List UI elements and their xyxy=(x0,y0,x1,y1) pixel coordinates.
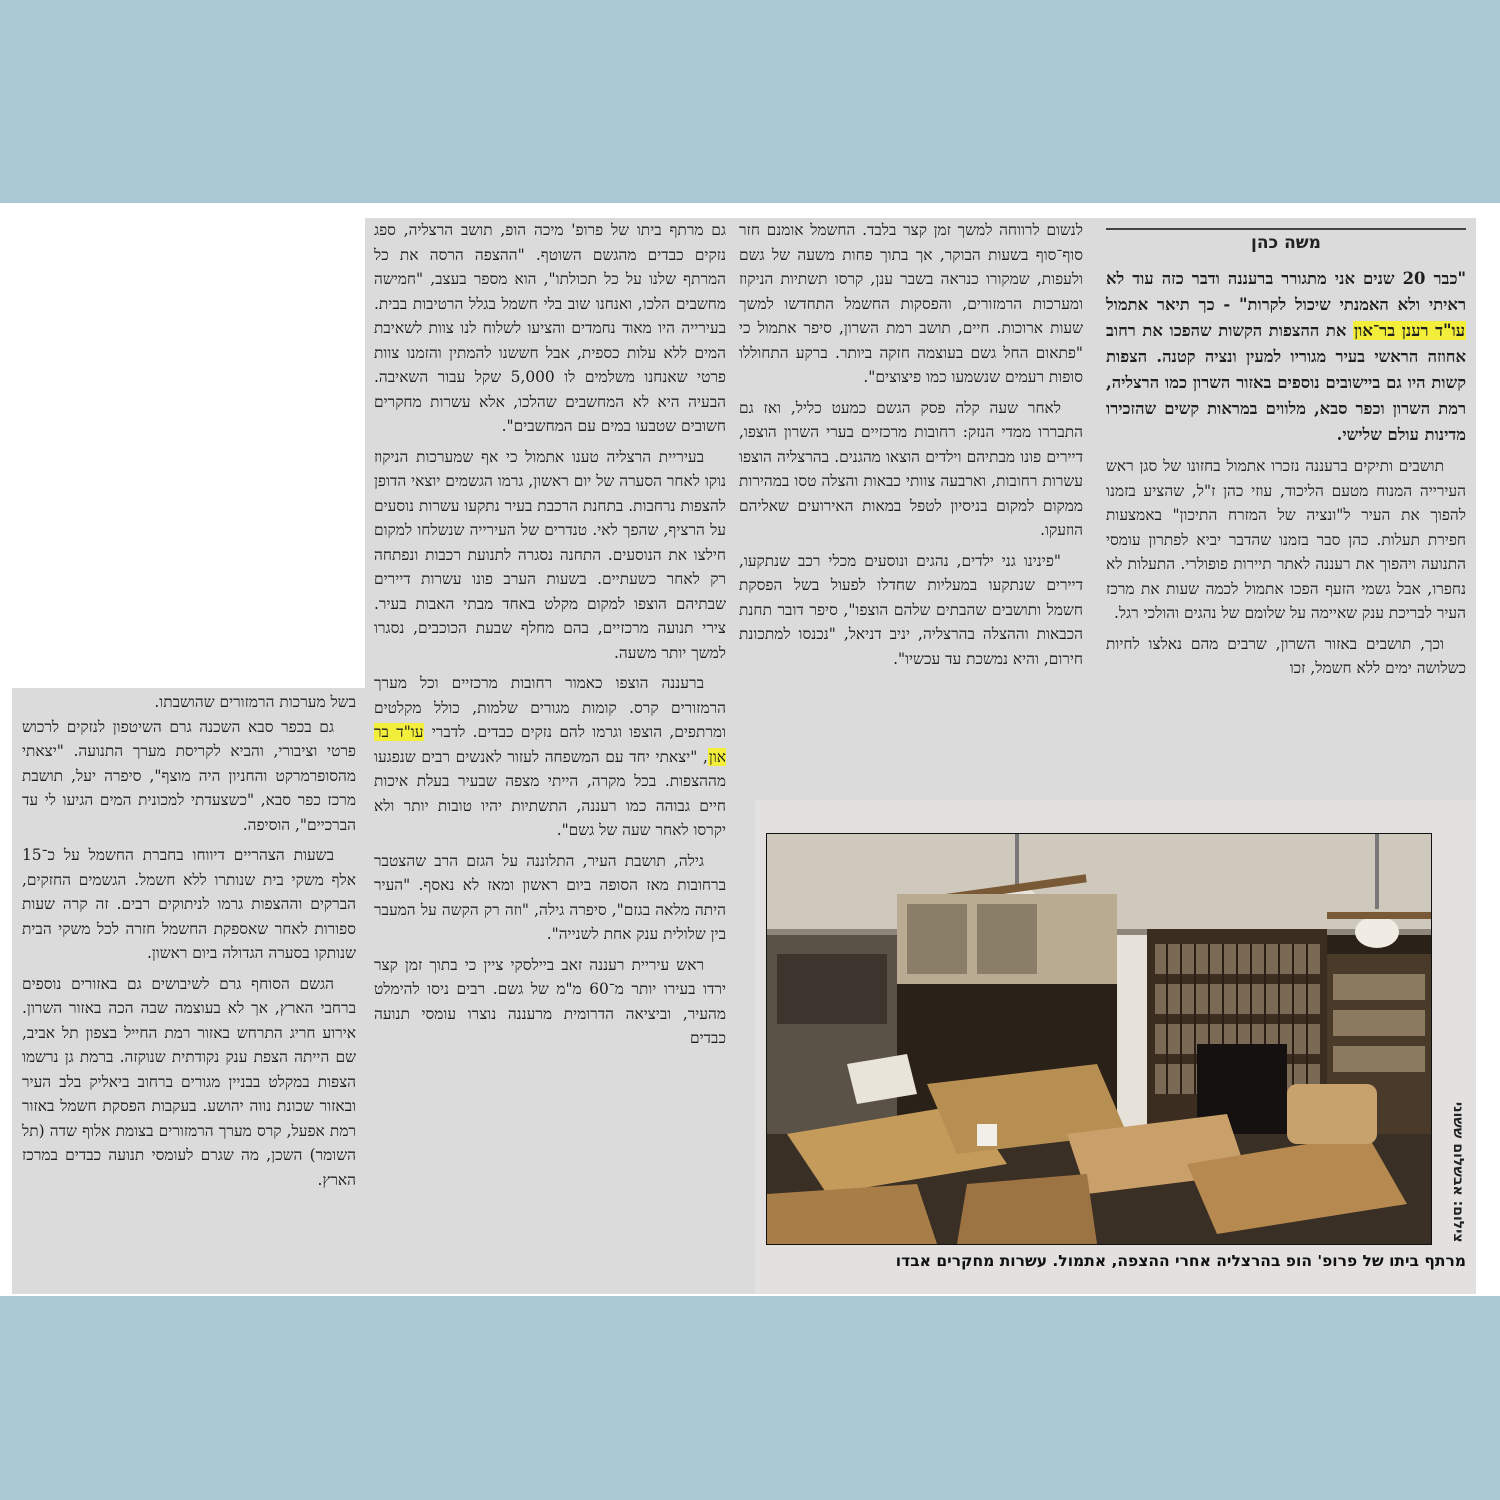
lead-paragraph xyxy=(1106,266,1466,448)
photo-credit: צילום: אבשלום ששוני xyxy=(1450,1102,1466,1243)
paragraph-text: ברעננה הוצפו כאמור רחובות מרכזיים וכל מערך הרמזורים קרס. קומות מגורים שלמות, כולל מקלטים ומרתפים, הוצפו וגרמו להם נזקים כבדים. לדברי xyxy=(374,674,726,741)
photo-caption: מרתף ביתו של פרופ' הופ בהרצליה אחרי ההצפה, אתמול. עשרות מחקרים אבדו xyxy=(895,1252,1466,1270)
paragraph: גילה, תושבת העיר, התלוננה על הגזם הרב שהצטבר ברחובות מאז הסופה ביום ראשון ומאז לא נאסף. "העיר היתה מלאה בגזם", סיפרה גילה, "וזה רק הקשה על המעבר בין שלולית ענק אחת לשנייה". xyxy=(374,851,726,943)
flooded-basement-photo xyxy=(766,833,1432,1245)
paragraph-text-cont: , "יצאתי יחד עם המשפחה לעזור לאנשים רבים שנפגעו מההצפות. בכל מקרה, הייתי מצפה שבעיר בעלת איכות חיים גבוהה כמו רעננה, התשתיות יהיו טובות יותר ולא יקרסו לאחר שעה של גשם". xyxy=(374,747,726,839)
article-column-1 xyxy=(1106,266,1466,681)
paragraph: לאחר שעה קלה פסק הגשם כמעט כליל, ואז גם התבררו ממדי הנזק: רחובות מרכזיים בערי השרון הוצפו, דיירים פונו מבתיהם וילדים הוצאו מהגנים. בהרצליה הוצפו עשרות רחובות, וארבעה צוותי כבאות והצלה טסו במהירות ממקום למקום בניסיון לטפל במאות האירועים שאליהם הוזעקו. xyxy=(739,398,1083,539)
article-column-2 xyxy=(739,218,1083,671)
paragraph: תושבים ותיקים ברעננה נזכרו אתמול בחזונו של סגן ראש העירייה המנוח מטעם הליכוד, עוזי כהן ז"ל, שהציע בזמנו להפוך את העיר ל"ונציה של המזרח התיכון" באמצעות חפירת תעלות. כהן סבר בזמנו שהדבר יביא לפתרון עומסי התנועה ויהפוך את רעננה לאתר תיירות פופולרי. התעלות לא נחפרו, אבל גשמי הזעף הפכו אתמול לכמה שעות את מרכז העיר לבריכת ענק שאיימה על שלומם של נהגים והולכי רגל. xyxy=(1106,457,1466,622)
article-column-4 xyxy=(22,690,356,1192)
lead-text: "כבר 20 שנים אני מתגורר ברעננה ודבר כזה עוד לא ראיתי ולא האמנתי שיכול לקרות" - כך תיאר אתמול xyxy=(1106,269,1466,314)
paragraph xyxy=(374,671,726,843)
paragraph: ראש עיריית רעננה זאב ביילסקי ציין כי בתוך זמן קצר ירדו בעירו יותר מ־60 מ"מ של גשם. רבים ניסו להימלט מהעיר, וביציאה הדרומית מרעננה נוצרו עומסי תנועה כבדים xyxy=(374,955,726,1047)
paragraph: בשל מערכות הרמזורים שהושבתו. xyxy=(154,693,356,711)
paragraph: "פינינו גני ילדים, נהגים ונוסעים מכלי רכב שנתקעו, דיירים שנתקעו במעליות שחדלו לפעול בשל הפסקת חשמל ותושבים שהבתים שלהם הוצפו", סיפר דובר תחנת הכבאות וההצלה בהרצליה, יניב דניאל, "נכנסו למתכונת חירום, והיא נמשכת עד עכשיו". xyxy=(739,551,1083,668)
byline-rule xyxy=(1106,228,1466,230)
paragraph: לנשום לרווחה למשך זמן קצר בלבד. החשמל אומנם חזר סוף־סוף בשעות הבוקר, אך בתוך פחות משעה של גשם ולעפות, שמקורו כנראה בשבר ענן, קרסו תשתיות הניקוז ומערכות הרמזורים, והפסקות החשמל התחדשו למשך שעות ארוכות. חיים, תושב רמת השרון, סיפר אתמול כי "פתאום החל גשם בעוצמה חזקה ביותר. ברקע התחוללו סופות רעמים שנשמעו כמו פיצוצים". xyxy=(739,221,1083,386)
photo-illustration xyxy=(767,834,1431,1244)
paragraph: גם בכפר סבא השכנה גרם השיטפון לנזקים לרכוש פרטי וציבורי, והביא לקריסת מערך התנועה. "יצאתי מהסופרמרקט והחניון היה מוצף", סיפרה יעל, תושבת מרכז כפר סבא, "כשצעדתי למכונית המים הגיעו לי עד הברכיים", הוסיפה. xyxy=(22,717,356,834)
paragraph: הגשם הסוחף גרם לשיבושים גם באזורים נוספים ברחבי הארץ, אך לא בעוצמה שבה הכה באזור השרון. אירוע חריג התרחש באזור רמת החייל בצפון תל אביב, שם הייתה הצפת ענק נקודתית שנוקזה. ברמת גן נרשמו הצפות במקלט בבניין מגורים ברחוב ביאליק בלב העיר ובאזור שכונת נווה יהושע. בעקבות הפסקת חשמל באזור רמת אפעל, קרס מערך הרמזורים בצומת אלוף שדה (תל השומר) השכן, מה שגרם לעומסי תנועה כבדים במרכז הארץ. xyxy=(22,974,356,1189)
highlighted-name: עו"ד רענן בר־און xyxy=(1354,321,1465,340)
article-column-3 xyxy=(374,218,726,1051)
paragraph: וכך, תושבים באזור השרון, שרבים מהם נאלצו לחיות כשלושה ימים ללא חשמל, זכו xyxy=(1106,634,1466,677)
lead-text-cont: את ההצפות הקשות שהפכו את רחוב אחוזה הראשי בעיר מגוריו למעין ונציה קטנה. הצפות קשות היו גם ביישובים נוספים באזור השרון כמו הרצליה, רמת השרון וכפר סבא, מלווים במראות קשים שהזכירו מדינות עולם שלישי. xyxy=(1106,321,1466,444)
highlighted-name: עו"ד בר און xyxy=(374,723,726,766)
byline: משה כהן xyxy=(1251,233,1321,253)
paragraph: בשעות הצהריים דיווחו בחברת החשמל על כ־15 אלף משקי בית שנותרו ללא חשמל. הגשמים החזקים, הברקים וההצפות גרמו לניתוקים רבים. זה קרה שעות ספורות לאחר שאספקת החשמל חזרה לכל משקי הבית שנותקו בסערה הגדולה ביום ראשון. xyxy=(22,846,356,962)
paragraph: בעיריית הרצליה טענו אתמול כי אף שמערכות הניקוז נוקו לאחר הסערה של יום ראשון, גרמו הגשמים יוצאי הדופן להצפות נרחבות. בתחנת הרכבת בעיר נתקעו עשרות נוסעים על הרציף, שהפך לאי. טנדרים של העירייה שנשלחו למקום חילצו את הנוסעים. התחנה נסגרה לתנועת רכבות ונפתחה רק לאחר כשעתיים. בשעות הערב פונו עשרות דיירים שבתיהם הוצפו למקום מקלט באחד מבתי האבות בעיר. צירי תנועה מרכזיים, בהם מחלף שבעת הכוכבים, נסגרו למשך יותר משעה. xyxy=(374,447,726,662)
paragraph: גם מרתף ביתו של פרופ' מיכה הופ, תושב הרצליה, ספג נזקים כבדים מהגשם השוטף. "ההצפה הרסה את כל המרתף שלנו על כל תכולתו", הוא מספר בעצב, "חמישה מחשבים הלכו, ואנחנו שוב בלי חשמל בגלל הרטיבות בבית. בעירייה היו מאוד נחמדים והציעו לשלוח לנו צוות לשאיבת המים ללא עלות כספית, אבל חששנו להמתין והזמנו צוות פרטי שאנחנו משלמים לו 5,000 שקל עבור השאיבה. הבעיה היא לא המחשבים שהלכו, אלא עשרות מחקרים חשובים שטבעו במים עם המחשבים". xyxy=(374,221,726,435)
